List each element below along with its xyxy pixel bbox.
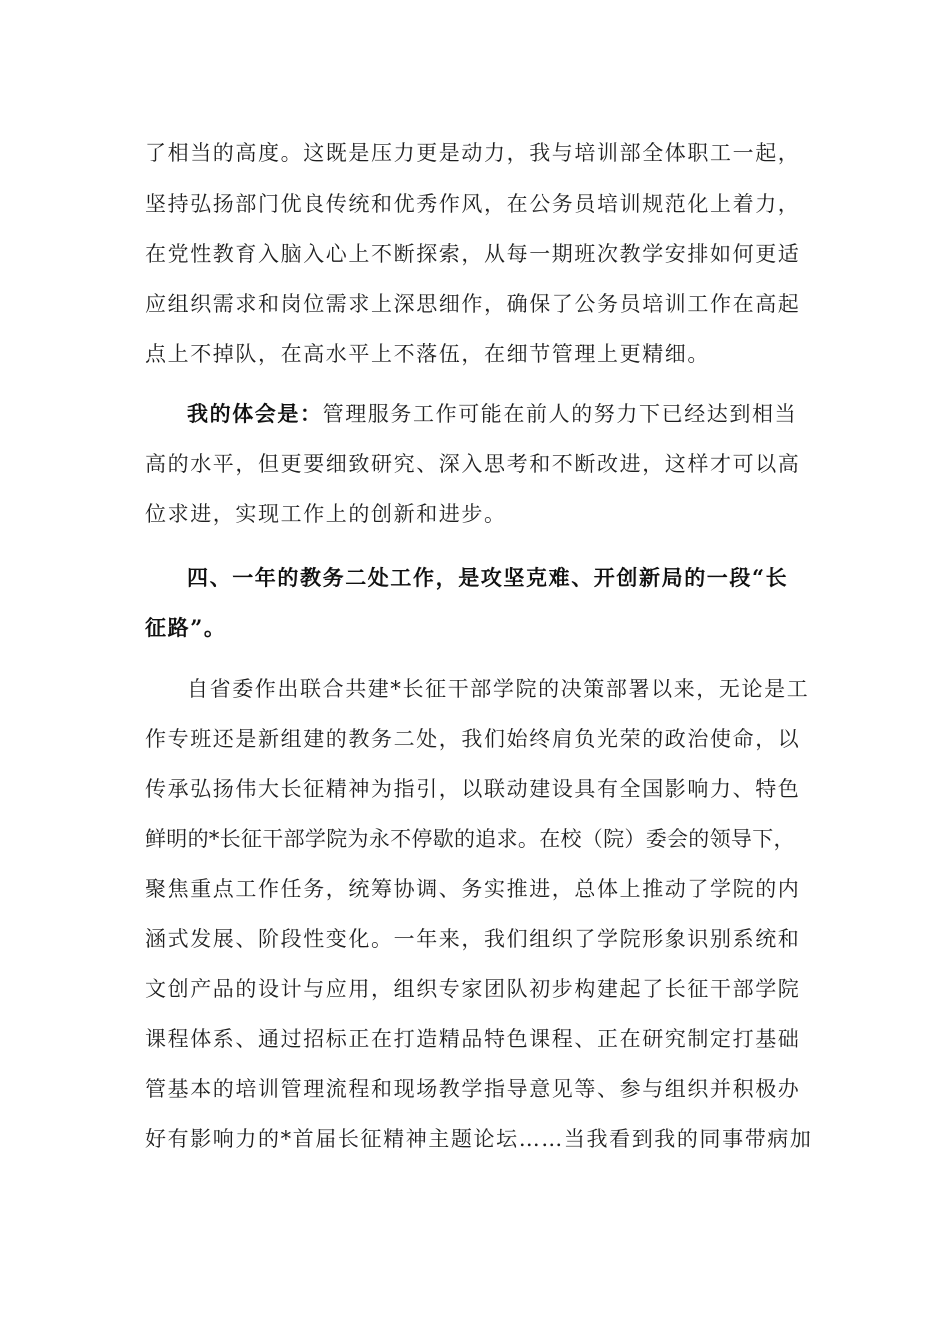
- paragraph-2-line-1-rest: 管理服务工作可能在前人的努力下已经达到相当: [322, 402, 798, 426]
- paragraph-1-line-3: 在党性教育入脑入心上不断探索，从每一期班次教学安排如何更适: [145, 242, 801, 266]
- paragraph-2-lead: 我的体会是：: [187, 401, 323, 426]
- paragraph-1-line-1: 了相当的高度。这既是压力更是动力，我与培训部全体职工一起，: [145, 141, 801, 165]
- paragraph-2-line-2: 高的水平，但更要细致研究、深入思考和不断改进，这样才可以高: [145, 452, 801, 476]
- paragraph-1-line-5: 点上不掉队，在高水平上不落伍，在细节管理上更精细。: [145, 342, 710, 366]
- paragraph-3-line-2: 作专班还是新组建的教务二处，我们始终肩负光荣的政治使命，以: [145, 727, 801, 751]
- paragraph-1-line-4: 应组织需求和岗位需求上深思细作，确保了公务员培训工作在高起: [145, 292, 801, 316]
- paragraph-3-line-5: 聚焦重点工作任务，统筹协调、务实推进，总体上推动了学院的内: [145, 877, 801, 901]
- paragraph-3-line-4: 鲜明的*长征干部学院为永不停歇的追求。在校（院）委会的领导下，: [145, 827, 795, 851]
- paragraph-2-line-3: 位求进，实现工作上的创新和进步。: [145, 502, 507, 526]
- paragraph-3-line-7: 文创产品的设计与应用，组织专家团队初步构建起了长征干部学院: [145, 977, 801, 1001]
- section-heading-line-1: 四、一年的教务二处工作，是攻坚克难、开创新局的一段“长: [187, 565, 789, 590]
- paragraph-3-line-3: 传承弘扬伟大长征精神为指引，以联动建设具有全国影响力、特色: [145, 777, 801, 801]
- paragraph-3-line-1: 自省委作出联合共建*长征干部学院的决策部署以来，无论是工: [187, 677, 810, 701]
- paragraph-1-line-2: 坚持弘扬部门优良传统和优秀作风，在公务员培训规范化上着力，: [145, 192, 801, 216]
- paragraph-3-line-10: 好有影响力的*首届长征精神主题论坛……当我看到我的同事带病加: [145, 1127, 813, 1151]
- section-heading-line-2: 征路”。: [145, 615, 227, 640]
- paragraph-3-line-8: 课程体系、通过招标正在打造精品特色课程、正在研究制定打基础: [145, 1027, 801, 1051]
- paragraph-3-line-9: 管基本的培训管理流程和现场教学指导意见等、参与组织并积极办: [145, 1077, 801, 1101]
- paragraph-2-line-1: [187, 397, 797, 431]
- paragraph-3-line-6: 涵式发展、阶段性变化。一年来，我们组织了学院形象识别系统和: [145, 927, 801, 951]
